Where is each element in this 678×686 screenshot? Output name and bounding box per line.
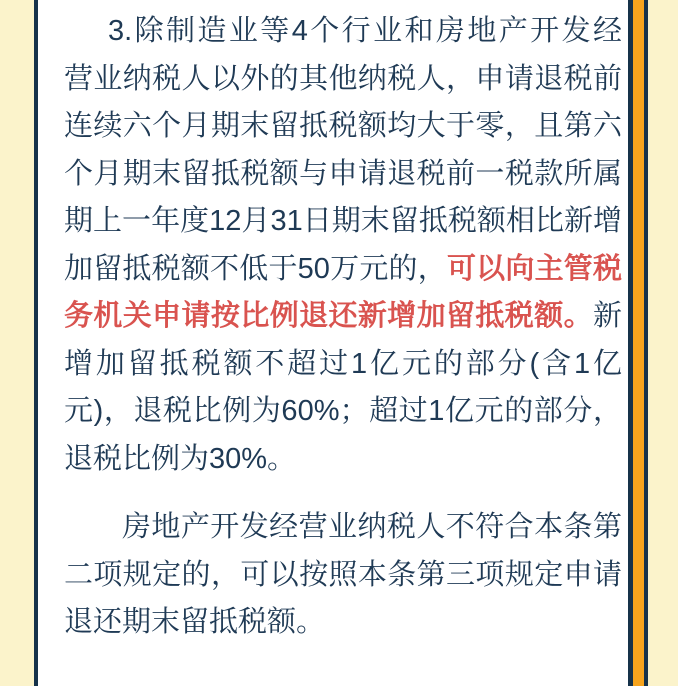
content-panel bbox=[38, 0, 628, 686]
highlighted-text-segment: 可以向主管税 bbox=[446, 252, 622, 285]
page-left-margin bbox=[0, 0, 34, 686]
text-line bbox=[64, 198, 622, 246]
text-line bbox=[64, 436, 622, 484]
text-line bbox=[64, 552, 622, 600]
article-text bbox=[38, 0, 628, 647]
paragraph-real-estate bbox=[64, 504, 622, 647]
text-segment: 加留抵税额不低于50万元的， bbox=[64, 252, 447, 285]
text-segment: 元)，退税比例为60%；超过1亿元的部分， bbox=[64, 395, 622, 427]
highlighted-text-segment: 务机关申请按比例退还新增加留抵税额。 bbox=[64, 300, 593, 332]
accent-stripe bbox=[633, 0, 644, 686]
text-line bbox=[64, 246, 622, 294]
text-segment: 新 bbox=[592, 300, 622, 332]
text-line bbox=[64, 293, 622, 341]
text-line bbox=[64, 151, 622, 199]
text-segment: 期上一年度12月31日期末留抵税额相比新增 bbox=[64, 205, 622, 237]
text-line bbox=[64, 8, 622, 56]
text-line bbox=[64, 599, 622, 647]
text-segment: 3.除制造业等4个行业和房地产开发经 bbox=[108, 15, 622, 47]
text-segment: 个月期末留抵税额与申请退税前一税款所属 bbox=[64, 157, 622, 190]
text-line bbox=[64, 388, 622, 436]
text-line bbox=[64, 341, 622, 389]
text-segment: 房地产开发经营业纳税人不符合本条第 bbox=[122, 511, 622, 543]
text-line bbox=[64, 56, 622, 104]
text-line bbox=[64, 504, 622, 552]
paragraph-clause-3 bbox=[64, 8, 622, 483]
page-right-margin bbox=[648, 0, 678, 686]
text-segment: 二项规定的，可以按照本条第三项规定申请 bbox=[64, 558, 622, 591]
text-segment: 连续六个月期末留抵税额均大于零，且第六 bbox=[64, 110, 622, 142]
text-line bbox=[64, 103, 622, 151]
text-segment: 退税比例为30%。 bbox=[64, 442, 297, 475]
text-segment: 营业纳税人以外的其他纳税人，申请退税前 bbox=[64, 62, 622, 95]
text-segment: 增加留抵税额不超过1亿元的部分(含1亿 bbox=[64, 347, 622, 380]
text-segment: 退还期末留抵税额。 bbox=[64, 606, 326, 638]
